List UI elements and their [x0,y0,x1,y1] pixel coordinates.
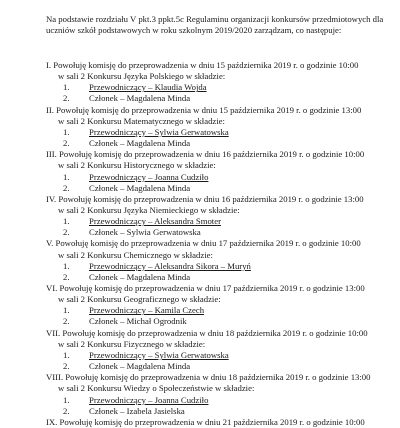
section-heading-line: I. Powołuję komisję do przeprowadzenia w dniu 15 października 2019 r. o godzinie 10:00 [46,60,359,70]
commission-section [46,105,396,150]
section-heading-line: VI. Powołuję komisję do przeprowadzenia w dniu 17 października 2019 r. o godzinie 13:00 [46,283,365,293]
member-chair [46,305,396,316]
member-name: Członek – Magdalena Minda [89,138,191,149]
member-name: Członek – Magdalena Minda [89,361,191,372]
member-name: Członek – Michał Ogrodnik [89,316,187,327]
section-heading-line: III. Powołuję komisję do przeprowadzenia w dniu 16 października 2019 r. o godzinie 10:00 [46,149,365,160]
section-room-line: w sali 2 Konkursu Fizycznego w składzie: [58,338,206,349]
section-heading-line: VIII. Powołuję komisję do przeprowadzenia w dniu 18 października 2019 r. o godzinie 13:00 [46,372,371,383]
member-list [46,82,396,104]
member-number: 1. [63,349,70,360]
member-number: 1. [63,171,70,182]
member-name: Członek – Sylwia Gerwatowska [89,227,201,238]
member-name: Członek – Izabela Jasielska [89,405,185,416]
member-list [46,305,396,327]
member-regular [46,227,396,238]
intro-text: Na podstawie rozdziału V pkt.3 ppkt.5c Regulaminu organizacji konkursów przedmiotowych dla uczniów szkół podstawowych w roku szkolnym 2019/2020 zarządzam, co następuje: [46,14,384,36]
member-chair [46,395,396,406]
commission-section [46,372,396,417]
member-number: 2. [63,316,70,327]
section-room-line: w sali 2 Konkursu Języka Polskiego w składzie: [58,71,226,82]
member-number: 1. [63,394,70,405]
section-room-line: w sali 2 Konkursu Matematycznego w składzie: [58,115,225,126]
member-list [46,127,396,149]
member-name: Przewodniczący – Aleksandra Sikora – Muryń [89,260,251,271]
member-name: Przewodniczący – Joanna Cudziło [89,394,209,405]
member-number: 1. [63,82,70,93]
member-list [46,216,396,238]
section-room-line: w sali 2 Konkursu Języka Niemieckiego w składzie: [58,204,240,215]
section-room-line: w sali 2 Konkursu Chemicznego w składzie: [58,249,213,260]
member-name: Członek – Magdalena Minda [89,271,191,282]
member-name: Przewodniczący – Sylwia Gerwatowska [89,349,229,360]
member-list [46,350,396,372]
member-name: Przewodniczący – Aleksandra Smoter [89,216,221,227]
section-room-line: w sali 2 Konkursu Wiedzy o Społeczeństwie w składzie: [58,383,255,394]
member-regular [46,138,396,149]
member-number: 1. [63,216,70,227]
member-number: 2. [63,405,70,416]
section-heading-line: VII. Powołuję komisję do przeprowadzenia w dniu 18 października 2019 r. o godzinie 10:00 [46,327,368,338]
member-number: 2. [63,182,70,193]
section-heading-line: II. Powołuję komisję do przeprowadzenia w dniu 15 października 2019 r. o godzinie 13:00 [46,104,362,115]
member-name: Przewodniczący – Klaudia Wojda [89,82,207,93]
member-number: 1. [63,305,70,316]
member-regular [46,316,396,327]
member-chair [46,127,396,138]
member-regular [46,183,396,194]
member-number: 2. [63,361,70,372]
member-chair [46,172,396,183]
member-name: Członek – Magdalena Minda [89,93,191,104]
member-name: Przewodniczący – Sylwia Gerwatowska [89,126,229,137]
intro-paragraph [46,14,386,36]
commission-section [46,149,396,194]
member-name: Przewodniczący – Joanna Cudziło [89,171,209,182]
member-regular [46,272,396,283]
section-heading-line: V. Powołuję komisję do przeprowadzenia w dniu 17 października 2019 r. o godzinie 10:00 [46,238,361,249]
member-list [46,261,396,283]
member-regular [46,406,396,417]
commission-section [46,60,396,105]
member-number: 2. [63,271,70,282]
member-chair [46,82,396,93]
section-room-line: w sali 2 Konkursu Historycznego w składzie: [58,160,216,171]
member-number: 1. [63,126,70,137]
commission-section [46,417,396,428]
member-regular [46,93,396,104]
member-number: 2. [63,93,70,104]
member-list [46,172,396,194]
member-name: Przewodniczący – Kamila Czech [89,305,205,316]
commission-section [46,194,396,239]
member-number: 2. [63,227,70,238]
member-number: 1. [63,260,70,271]
section-heading-line: IV. Powołuję komisję do przeprowadzenia w dniu 16 października 2019 r. o godzinie 13:00 [46,193,364,204]
commission-section [46,238,396,283]
member-regular [46,361,396,372]
commission-section [46,283,396,328]
member-name: Członek – Magdalena Minda [89,182,191,193]
section-heading-line: IX. Powołuję komisję do przeprowadzenia w dniu 21 października 2019 r. o godzinie 10:00 [46,416,365,427]
member-chair [46,261,396,272]
member-number: 2. [63,138,70,149]
member-chair [46,216,396,227]
commission-section [46,328,396,373]
member-list [46,395,396,417]
member-chair [46,350,396,361]
section-room-line: w sali 2 Konkursu Geograficznego w składzie: [58,294,221,305]
